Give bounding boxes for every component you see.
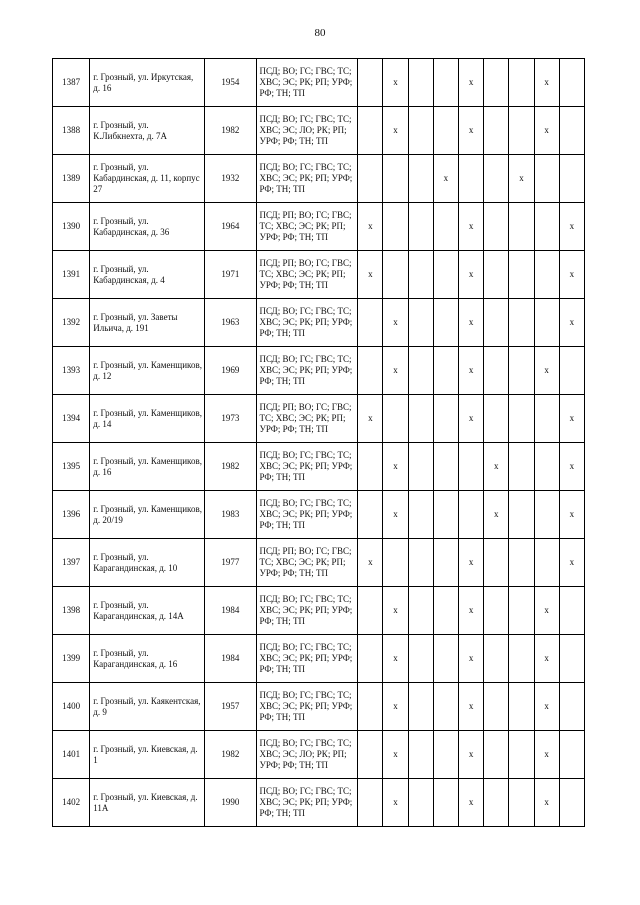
mark-cell bbox=[408, 299, 433, 347]
mark-cell: x bbox=[459, 59, 484, 107]
services-cell: ПСД; ВО; ГС; ГВС; ТС; ХВС; ЭС; РК; РП; УРФ; РФ; ТН; ТП bbox=[256, 779, 358, 827]
mark-cell bbox=[534, 443, 559, 491]
row-number-cell: 1398 bbox=[53, 587, 90, 635]
mark-cell bbox=[433, 395, 458, 443]
row-number-cell: 1390 bbox=[53, 203, 90, 251]
mark-cell bbox=[459, 443, 484, 491]
row-number-cell: 1387 bbox=[53, 59, 90, 107]
mark-cell bbox=[358, 155, 383, 203]
mark-cell bbox=[358, 731, 383, 779]
mark-cell: x bbox=[534, 731, 559, 779]
address-cell: г. Грозный, ул. Киевская, д. 1 bbox=[90, 731, 205, 779]
services-cell: ПСД; ВО; ГС; ГВС; ТС; ХВС; ЭС; РК; РП; УРФ; РФ; ТН; ТП bbox=[256, 347, 358, 395]
table-row bbox=[53, 347, 585, 395]
row-number-cell: 1391 bbox=[53, 251, 90, 299]
mark-cell bbox=[559, 635, 584, 683]
mark-cell bbox=[484, 347, 509, 395]
mark-cell bbox=[358, 59, 383, 107]
mark-cell bbox=[433, 683, 458, 731]
mark-cell bbox=[408, 539, 433, 587]
mark-cell bbox=[509, 587, 534, 635]
mark-cell bbox=[408, 443, 433, 491]
address-cell: г. Грозный, ул. Кабардинская, д. 36 bbox=[90, 203, 205, 251]
mark-cell bbox=[408, 731, 433, 779]
mark-cell bbox=[383, 251, 408, 299]
mark-cell bbox=[433, 347, 458, 395]
mark-cell bbox=[509, 299, 534, 347]
row-number-cell: 1395 bbox=[53, 443, 90, 491]
address-cell: г. Грозный, ул. Каякентская, д. 9 bbox=[90, 683, 205, 731]
mark-cell bbox=[484, 779, 509, 827]
year-built-cell: 1982 bbox=[205, 443, 256, 491]
row-number-cell: 1402 bbox=[53, 779, 90, 827]
services-cell: ПСД; ВО; ГС; ГВС; ТС; ХВС; ЭС; РК; РП; УРФ; РФ; ТН; ТП bbox=[256, 299, 358, 347]
mark-cell bbox=[408, 779, 433, 827]
mark-cell bbox=[484, 635, 509, 683]
table-row bbox=[53, 443, 585, 491]
mark-cell bbox=[484, 683, 509, 731]
mark-cell bbox=[408, 347, 433, 395]
row-number-cell: 1393 bbox=[53, 347, 90, 395]
address-cell: г. Грозный, ул. Каменщиков, д. 20/19 bbox=[90, 491, 205, 539]
row-number-cell: 1389 bbox=[53, 155, 90, 203]
mark-cell bbox=[358, 587, 383, 635]
table-row bbox=[53, 107, 585, 155]
mark-cell: x bbox=[433, 155, 458, 203]
row-number-cell: 1392 bbox=[53, 299, 90, 347]
mark-cell: x bbox=[559, 203, 584, 251]
row-number-cell: 1396 bbox=[53, 491, 90, 539]
mark-cell bbox=[484, 59, 509, 107]
mark-cell: x bbox=[534, 107, 559, 155]
mark-cell: x bbox=[559, 491, 584, 539]
mark-cell bbox=[534, 155, 559, 203]
mark-cell bbox=[358, 107, 383, 155]
mark-cell bbox=[509, 395, 534, 443]
mark-cell: x bbox=[383, 347, 408, 395]
mark-cell bbox=[408, 155, 433, 203]
mark-cell bbox=[559, 731, 584, 779]
year-built-cell: 1977 bbox=[205, 539, 256, 587]
mark-cell bbox=[509, 347, 534, 395]
mark-cell: x bbox=[358, 395, 383, 443]
mark-cell bbox=[484, 251, 509, 299]
mark-cell bbox=[358, 491, 383, 539]
mark-cell: x bbox=[559, 539, 584, 587]
table-row bbox=[53, 683, 585, 731]
mark-cell bbox=[433, 491, 458, 539]
table-row bbox=[53, 251, 585, 299]
mark-cell: x bbox=[358, 203, 383, 251]
year-built-cell: 1984 bbox=[205, 587, 256, 635]
services-cell: ПСД; ВО; ГС; ГВС; ТС; ХВС; ЭС; РК; РП; УРФ; РФ; ТН; ТП bbox=[256, 491, 358, 539]
services-cell: ПСД; ВО; ГС; ГВС; ТС; ХВС; ЭС; ЛО; РК; РП; УРФ; РФ; ТН; ТП bbox=[256, 107, 358, 155]
mark-cell bbox=[383, 539, 408, 587]
mark-cell: x bbox=[459, 587, 484, 635]
mark-cell bbox=[408, 683, 433, 731]
mark-cell bbox=[433, 539, 458, 587]
services-cell: ПСД; РП; ВО; ГС; ГВС; ТС; ХВС; ЭС; РК; РП; УРФ; РФ; ТН; ТП bbox=[256, 203, 358, 251]
mark-cell: x bbox=[459, 251, 484, 299]
mark-cell bbox=[559, 107, 584, 155]
mark-cell bbox=[509, 539, 534, 587]
mark-cell bbox=[459, 155, 484, 203]
year-built-cell: 1971 bbox=[205, 251, 256, 299]
table-row bbox=[53, 587, 585, 635]
page-number: 80 bbox=[314, 27, 326, 39]
mark-cell: x bbox=[358, 539, 383, 587]
mark-cell: x bbox=[383, 59, 408, 107]
mark-cell bbox=[509, 443, 534, 491]
row-number-cell: 1388 bbox=[53, 107, 90, 155]
address-cell: г. Грозный, ул. Карагандинская, д. 16 bbox=[90, 635, 205, 683]
mark-cell: x bbox=[459, 347, 484, 395]
services-cell: ПСД; РП; ВО; ГС; ГВС; ТС; ХВС; ЭС; РК; РП; УРФ; РФ; ТН; ТП bbox=[256, 251, 358, 299]
mark-cell bbox=[484, 299, 509, 347]
table-row bbox=[53, 731, 585, 779]
mark-cell bbox=[534, 203, 559, 251]
mark-cell bbox=[509, 683, 534, 731]
mark-cell bbox=[509, 635, 534, 683]
mark-cell bbox=[408, 635, 433, 683]
table-row bbox=[53, 59, 585, 107]
address-cell: г. Грозный, ул. Карагандинская, д. 14А bbox=[90, 587, 205, 635]
mark-cell bbox=[559, 347, 584, 395]
mark-cell bbox=[358, 443, 383, 491]
mark-cell: x bbox=[383, 299, 408, 347]
mark-cell bbox=[383, 155, 408, 203]
mark-cell bbox=[358, 779, 383, 827]
services-cell: ПСД; ВО; ГС; ГВС; ТС; ХВС; ЭС; РК; РП; УРФ; РФ; ТН; ТП bbox=[256, 155, 358, 203]
mark-cell: x bbox=[459, 539, 484, 587]
address-cell: г. Грозный, ул. Киевская, д. 11А bbox=[90, 779, 205, 827]
mark-cell bbox=[534, 539, 559, 587]
mark-cell bbox=[534, 251, 559, 299]
table-row bbox=[53, 299, 585, 347]
mark-cell: x bbox=[383, 683, 408, 731]
mark-cell bbox=[559, 155, 584, 203]
address-cell: г. Грозный, ул. Кабардинская, д. 11, корпус 27 bbox=[90, 155, 205, 203]
mark-cell bbox=[408, 491, 433, 539]
services-cell: ПСД; ВО; ГС; ГВС; ТС; ХВС; ЭС; РК; РП; УРФ; РФ; ТН; ТП bbox=[256, 443, 358, 491]
year-built-cell: 1982 bbox=[205, 107, 256, 155]
table-row bbox=[53, 539, 585, 587]
row-number-cell: 1401 bbox=[53, 731, 90, 779]
address-cell: г. Грозный, ул. Заветы Ильича, д. 191 bbox=[90, 299, 205, 347]
mark-cell: x bbox=[459, 731, 484, 779]
mark-cell bbox=[484, 203, 509, 251]
mark-cell bbox=[559, 683, 584, 731]
mark-cell: x bbox=[383, 491, 408, 539]
mark-cell bbox=[509, 251, 534, 299]
year-built-cell: 1963 bbox=[205, 299, 256, 347]
mark-cell: x bbox=[559, 395, 584, 443]
housing-registry-table bbox=[52, 58, 585, 827]
year-built-cell: 1957 bbox=[205, 683, 256, 731]
mark-cell bbox=[433, 59, 458, 107]
mark-cell bbox=[358, 347, 383, 395]
mark-cell: x bbox=[383, 587, 408, 635]
row-number-cell: 1400 bbox=[53, 683, 90, 731]
address-cell: г. Грозный, ул. Иркутская, д. 16 bbox=[90, 59, 205, 107]
mark-cell bbox=[484, 155, 509, 203]
address-cell: г. Грозный, ул. Каменщиков, д. 12 bbox=[90, 347, 205, 395]
mark-cell: x bbox=[559, 299, 584, 347]
table-row bbox=[53, 779, 585, 827]
mark-cell bbox=[408, 395, 433, 443]
year-built-cell: 1982 bbox=[205, 731, 256, 779]
mark-cell: x bbox=[484, 443, 509, 491]
mark-cell bbox=[484, 539, 509, 587]
mark-cell bbox=[459, 491, 484, 539]
address-cell: г. Грозный, ул. Кабардинская, д. 4 bbox=[90, 251, 205, 299]
mark-cell: x bbox=[534, 683, 559, 731]
mark-cell: x bbox=[383, 731, 408, 779]
mark-cell: x bbox=[383, 107, 408, 155]
mark-cell bbox=[408, 107, 433, 155]
mark-cell bbox=[433, 299, 458, 347]
address-cell: г. Грозный, ул. Каменщиков, д. 14 bbox=[90, 395, 205, 443]
mark-cell bbox=[534, 395, 559, 443]
mark-cell bbox=[408, 203, 433, 251]
year-built-cell: 1990 bbox=[205, 779, 256, 827]
mark-cell bbox=[433, 587, 458, 635]
mark-cell bbox=[433, 779, 458, 827]
mark-cell bbox=[358, 635, 383, 683]
services-cell: ПСД; ВО; ГС; ГВС; ТС; ХВС; ЭС; РК; РП; УРФ; РФ; ТН; ТП bbox=[256, 635, 358, 683]
mark-cell: x bbox=[534, 59, 559, 107]
year-built-cell: 1973 bbox=[205, 395, 256, 443]
mark-cell: x bbox=[509, 155, 534, 203]
mark-cell: x bbox=[383, 635, 408, 683]
address-cell: г. Грозный, ул. Каменщиков, д. 16 bbox=[90, 443, 205, 491]
mark-cell bbox=[509, 107, 534, 155]
mark-cell: x bbox=[559, 251, 584, 299]
mark-cell bbox=[358, 299, 383, 347]
mark-cell bbox=[534, 299, 559, 347]
year-built-cell: 1932 bbox=[205, 155, 256, 203]
mark-cell: x bbox=[358, 251, 383, 299]
row-number-cell: 1399 bbox=[53, 635, 90, 683]
mark-cell: x bbox=[459, 203, 484, 251]
mark-cell: x bbox=[534, 587, 559, 635]
mark-cell bbox=[484, 731, 509, 779]
mark-cell bbox=[408, 251, 433, 299]
mark-cell bbox=[383, 203, 408, 251]
mark-cell bbox=[433, 107, 458, 155]
mark-cell bbox=[534, 491, 559, 539]
year-built-cell: 1984 bbox=[205, 635, 256, 683]
mark-cell bbox=[433, 635, 458, 683]
table-row bbox=[53, 395, 585, 443]
row-number-cell: 1397 bbox=[53, 539, 90, 587]
mark-cell: x bbox=[534, 635, 559, 683]
services-cell: ПСД; ВО; ГС; ГВС; ТС; ХВС; ЭС; ЛО; РК; РП; УРФ; РФ; ТН; ТП bbox=[256, 731, 358, 779]
mark-cell bbox=[408, 587, 433, 635]
mark-cell: x bbox=[459, 299, 484, 347]
mark-cell bbox=[559, 587, 584, 635]
mark-cell bbox=[509, 59, 534, 107]
mark-cell bbox=[484, 107, 509, 155]
mark-cell bbox=[509, 203, 534, 251]
mark-cell: x bbox=[534, 779, 559, 827]
mark-cell bbox=[433, 251, 458, 299]
mark-cell: x bbox=[459, 635, 484, 683]
table-row bbox=[53, 491, 585, 539]
mark-cell bbox=[559, 779, 584, 827]
year-built-cell: 1969 bbox=[205, 347, 256, 395]
table-row bbox=[53, 203, 585, 251]
mark-cell bbox=[358, 683, 383, 731]
address-cell: г. Грозный, ул. К.Либкнехта, д. 7А bbox=[90, 107, 205, 155]
mark-cell bbox=[433, 731, 458, 779]
services-cell: ПСД; ВО; ГС; ГВС; ТС; ХВС; ЭС; РК; РП; УРФ; РФ; ТН; ТП bbox=[256, 683, 358, 731]
year-built-cell: 1964 bbox=[205, 203, 256, 251]
services-cell: ПСД; ВО; ГС; ГВС; ТС; ХВС; ЭС; РК; РП; УРФ; РФ; ТН; ТП bbox=[256, 59, 358, 107]
mark-cell: x bbox=[534, 347, 559, 395]
mark-cell: x bbox=[459, 683, 484, 731]
services-cell: ПСД; ВО; ГС; ГВС; ТС; ХВС; ЭС; РК; РП; УРФ; РФ; ТН; ТП bbox=[256, 587, 358, 635]
mark-cell: x bbox=[559, 443, 584, 491]
mark-cell bbox=[433, 203, 458, 251]
mark-cell: x bbox=[459, 779, 484, 827]
mark-cell: x bbox=[459, 395, 484, 443]
mark-cell bbox=[509, 731, 534, 779]
mark-cell bbox=[484, 587, 509, 635]
mark-cell bbox=[383, 395, 408, 443]
mark-cell: x bbox=[383, 779, 408, 827]
table-row bbox=[53, 155, 585, 203]
year-built-cell: 1954 bbox=[205, 59, 256, 107]
row-number-cell: 1394 bbox=[53, 395, 90, 443]
mark-cell: x bbox=[383, 443, 408, 491]
mark-cell bbox=[433, 443, 458, 491]
registry-table-body bbox=[53, 59, 585, 827]
year-built-cell: 1983 bbox=[205, 491, 256, 539]
mark-cell bbox=[559, 59, 584, 107]
mark-cell: x bbox=[459, 107, 484, 155]
mark-cell bbox=[509, 779, 534, 827]
mark-cell: x bbox=[484, 491, 509, 539]
mark-cell bbox=[484, 395, 509, 443]
services-cell: ПСД; РП; ВО; ГС; ГВС; ТС; ХВС; ЭС; РК; РП; УРФ; РФ; ТН; ТП bbox=[256, 539, 358, 587]
services-cell: ПСД; РП; ВО; ГС; ГВС; ТС; ХВС; ЭС; РК; РП; УРФ; РФ; ТН; ТП bbox=[256, 395, 358, 443]
address-cell: г. Грозный, ул. Карагандинская, д. 10 bbox=[90, 539, 205, 587]
mark-cell bbox=[509, 491, 534, 539]
mark-cell bbox=[408, 59, 433, 107]
table-row bbox=[53, 635, 585, 683]
